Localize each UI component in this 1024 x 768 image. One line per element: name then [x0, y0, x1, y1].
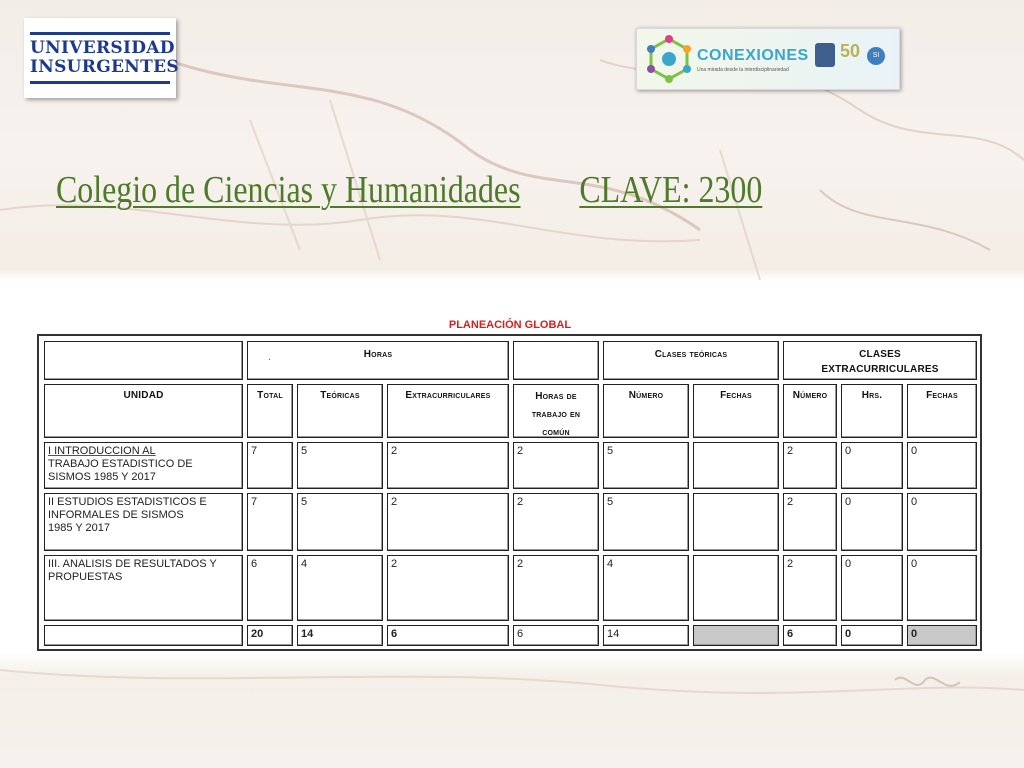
row-1-hrs: 0 [845, 445, 852, 457]
col-header-fechas [693, 384, 779, 438]
table-row-2-comun [513, 493, 599, 551]
universidad-insurgentes-logo [24, 18, 179, 98]
college-name: Colegio de Ciencias y Humanidades [56, 169, 521, 211]
col-header-unidad [44, 384, 243, 438]
row-2-unidad-line3: 1985 Y 2017 [48, 522, 110, 534]
group-header-clases-extra [783, 341, 977, 380]
col-header-numero2 [783, 384, 837, 438]
numero2-header: Número [792, 390, 828, 401]
row-2-comun: 2 [517, 496, 524, 508]
row-1-unidad-line1: I INTRODUCCION AL [48, 445, 156, 457]
table-row-2-teoricas [297, 493, 383, 551]
horas-header: Horas [363, 349, 393, 360]
table-row-1-fechas2 [907, 442, 977, 489]
row-3-numero: 4 [607, 558, 614, 570]
row-3-total: 6 [251, 558, 258, 570]
horas-dot: . [268, 352, 271, 363]
row-2-fechas2: 0 [911, 496, 918, 508]
totals-extra-cell [387, 625, 509, 646]
fechas2-header: Fechas [926, 390, 958, 401]
col-header-horas-comun [513, 384, 599, 438]
table-row-1-teoricas [297, 442, 383, 489]
row-1-comun: 2 [517, 445, 524, 457]
row-3-fechas [694, 556, 778, 560]
totals-numero2-cell [783, 625, 837, 646]
table-row-1-unidad [44, 442, 243, 489]
clases-teoricas-header: Clases teóricas [654, 349, 728, 360]
row-1-total: 7 [251, 445, 258, 457]
table-row-2-total [247, 493, 293, 551]
table-row-1-comun [513, 442, 599, 489]
row-2-extra: 2 [391, 496, 398, 508]
row-3-comun: 2 [517, 558, 524, 570]
extracurriculares-header: Extracurriculares [405, 390, 491, 401]
group-header-clases-teoricas [603, 341, 779, 380]
logo-line-2: INSURGENTES [30, 57, 179, 77]
totals-numero-cell [603, 625, 689, 646]
table-row-1-hrs [841, 442, 903, 489]
total-header: Total [257, 390, 283, 401]
conexiones-banner [636, 28, 900, 90]
row-3-unidad-line2: PROPUESTAS [48, 571, 123, 583]
clases-extra-line2: EXTRACURRICULARES [821, 364, 939, 375]
row-1-numero2: 2 [787, 445, 794, 457]
row-2-total: 7 [251, 496, 258, 508]
table-title: PLANEACIÓN GLOBAL [448, 319, 572, 331]
totals-hrs: 0 [845, 628, 852, 640]
col-header-extracurriculares [387, 384, 509, 438]
table-row-2-numero2 [783, 493, 837, 551]
row-2-unidad-text [45, 494, 242, 537]
logo-rule-bottom [30, 81, 170, 84]
totals-total-cell [247, 625, 293, 646]
col-header-teoricas [297, 384, 383, 438]
page-title [56, 168, 763, 212]
totals-fechas-cell [693, 625, 779, 646]
row-1-unidad-text [45, 443, 242, 486]
group-header-horas [247, 341, 509, 380]
si-badge: SI [867, 47, 885, 65]
fechas-header: Fechas [720, 390, 752, 401]
totals-teoricas: 14 [301, 628, 314, 640]
table-row-3-extra [387, 555, 509, 621]
table-row-2-fechas [693, 493, 779, 551]
col-header-total [247, 384, 293, 438]
table-row-2-numero [603, 493, 689, 551]
numero-header: Número [628, 390, 664, 401]
row-3-hrs: 0 [845, 558, 852, 570]
clave-label: CLAVE: 2300 [579, 169, 763, 211]
table-row-2-fechas2 [907, 493, 977, 551]
background-sketch-bottom [0, 660, 1024, 768]
unam-seal-icon [815, 43, 835, 67]
totals-hrs-cell [841, 625, 903, 646]
totals-numero2: 6 [787, 628, 794, 640]
horas-comun-line1: Horas de [535, 391, 577, 402]
table-row-2-hrs [841, 493, 903, 551]
row-3-unidad-text [45, 556, 242, 586]
row-1-unidad-line2: TRABAJO ESTADISTICO DE [48, 458, 193, 470]
anniversary-mark: 50 [840, 41, 861, 61]
totals-comun-cell [513, 625, 599, 646]
table-row-1-extra [387, 442, 509, 489]
totals-comun: 6 [517, 628, 524, 640]
table-row-2-extra [387, 493, 509, 551]
row-2-unidad-line1: II ESTUDIOS ESTADISTICOS E [48, 496, 207, 508]
table-row-3-fechas2 [907, 555, 977, 621]
table-row-3-unidad [44, 555, 243, 621]
table-row-1-fechas [693, 442, 779, 489]
conexiones-network-icon [645, 35, 693, 83]
horas-comun-header [514, 388, 598, 442]
row-3-numero2: 2 [787, 558, 794, 570]
horas-comun-line2: trabajo en [531, 409, 581, 420]
totals-numero: 14 [607, 628, 620, 640]
group-header-blank [513, 341, 599, 380]
row-1-fechas [694, 443, 778, 447]
row-2-numero: 5 [607, 496, 614, 508]
conexiones-title: CONEXIONES [697, 47, 809, 64]
table-row-3-numero2 [783, 555, 837, 621]
table-row-3-comun [513, 555, 599, 621]
totals-total: 20 [251, 628, 264, 640]
table-row-1-total [247, 442, 293, 489]
table-row-1-numero [603, 442, 689, 489]
row-1-extra: 2 [391, 445, 398, 457]
clases-extra-line1: CLASES [859, 349, 901, 360]
row-1-teoricas: 5 [301, 445, 308, 457]
logo-rule-top [30, 32, 170, 35]
row-3-unidad-line1: III. ANALISIS DE RESULTADOS Y [48, 558, 217, 570]
unidad-header: UNIDAD [123, 390, 164, 401]
row-2-fechas [694, 494, 778, 498]
table-row-1-numero2 [783, 442, 837, 489]
table-row-3-total [247, 555, 293, 621]
table-row-3-hrs [841, 555, 903, 621]
row-1-numero: 5 [607, 445, 614, 457]
horas-comun-line3: común [542, 427, 570, 438]
row-2-unidad-line2: INFORMALES DE SISMOS [48, 509, 184, 521]
row-3-teoricas: 4 [301, 558, 308, 570]
row-2-teoricas: 5 [301, 496, 308, 508]
col-header-fechas2 [907, 384, 977, 438]
col-header-hrs [841, 384, 903, 438]
totals-teoricas-cell [297, 625, 383, 646]
table-row-3-fechas [693, 555, 779, 621]
logo-line-1: UNIVERSIDAD [30, 38, 175, 58]
planeacion-table [37, 334, 982, 651]
row-1-unidad-line3: SISMOS 1985 Y 2017 [48, 471, 156, 483]
table-row-3-teoricas [297, 555, 383, 621]
table-row-3-numero [603, 555, 689, 621]
col-header-numero [603, 384, 689, 438]
totals-fechas2-cell [907, 625, 977, 646]
totals-row-label [44, 625, 243, 646]
table-row-2-unidad [44, 493, 243, 551]
row-1-fechas2: 0 [911, 445, 918, 457]
row-3-extra: 2 [391, 558, 398, 570]
row-2-hrs: 0 [845, 496, 852, 508]
totals-extra: 6 [391, 628, 398, 640]
group-header-empty [44, 341, 243, 380]
row-3-fechas2: 0 [911, 558, 918, 570]
hrs-header: Hrs. [861, 390, 883, 401]
conexiones-subtitle: Una mirada desde la interdisciplinariedad [697, 67, 789, 73]
teoricas-header: Teóricas [320, 390, 360, 401]
totals-fechas2: 0 [911, 628, 918, 640]
row-2-numero2: 2 [787, 496, 794, 508]
